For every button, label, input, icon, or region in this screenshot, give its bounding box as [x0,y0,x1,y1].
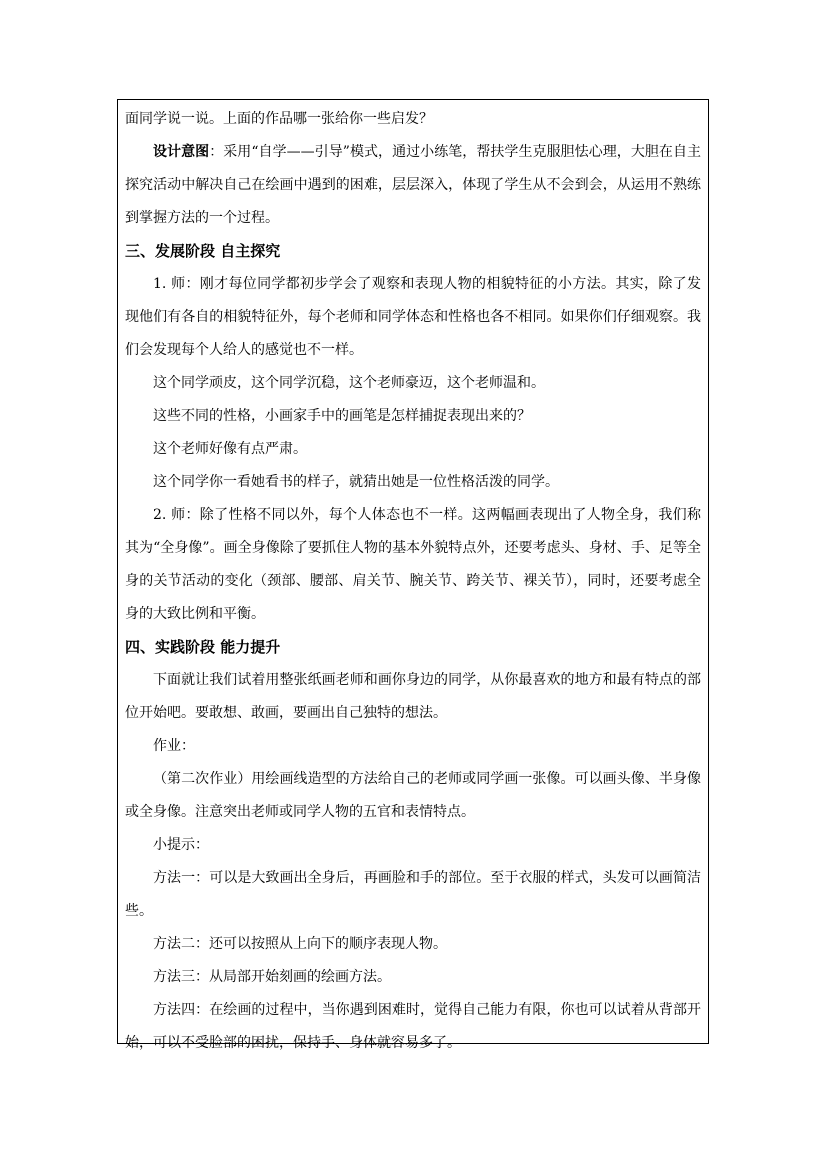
section-3-paragraph-1: 1. 师：刚才每位同学都初步学会了观察和表现人物的相貌特征的小方法。其实，除了发现他们有各自的相貌特征外，每个老师和同学体态和性格也各不相同。如果你们仔细观察。我们会发现每个人给人的感觉也不一样。 [125,276,701,358]
section-3-paragraph-3: 这些不同的性格，小画家手中的画笔是怎样捕捉表现出来的？ [153,408,531,424]
section-3-heading: 三、发展阶段 自主探究 [125,242,281,260]
design-intent-text: ：采用“自学——引导”模式，通过小练笔，帮扶学生克服胆怯心理，大胆在自主探究活动中解决自己在绘画中遇到的困难，层层深入，体现了学生从不会到会，从运用不熟练到掌握方法的一个过程。 [125,144,702,226]
section-4-paragraph-1: 下面就让我们试着用整张纸画老师和画你身边的同学，从你最喜欢的地方和最有特点的部位开始吧。要敢想、敢画，要画出自己独特的想法。 [125,672,701,721]
section-4-paragraph-6: 方法二：还可以按照从上向下的顺序表现人物。 [153,936,447,952]
section-3-paragraph-4: 这个老师好像有点严肃。 [153,441,307,457]
section-4-paragraph-7: 方法三：从局部开始刻画的绘画方法。 [153,969,391,985]
intro-line: 面同学说一说。上面的作品哪一张给你一些启发？ [125,111,433,127]
section-3-paragraph-6: 2. 师：除了性格不同以外，每个人体态也不一样。这两幅画表现出了人物全身，我们称其为“全身像”。画全身像除了要抓住人物的基本外貌特点外，还要考虑头、身材、手、足等全身的关节活动的变化（颈部、腰部、肩关节、腕关节、跨关节、裸关节），同时，还要考虑全身的大致比例和平衡。 [125,507,701,622]
section-4-paragraph-4: 小提示： [153,837,209,853]
section-4-paragraph-8: 方法四：在绘画的过程中，当你遇到困难时，觉得自己能力有限，你也可以试着从背部开始，可以不受脸部的困扰，保持手、身体就容易多了。 [125,1002,701,1051]
section-4-paragraph-3: （第二次作业）用绘画线造型的方法给自己的老师或同学画一张像。可以画头像、半身像或全身像。注意突出老师或同学人物的五官和表情特点。 [125,771,701,820]
document-table-cell [117,99,709,1051]
section-3-paragraph-5: 这个同学你一看她看书的样子，就猜出她是一位性格活泼的同学。 [153,474,559,490]
design-intent-label: 设计意图 [153,144,210,160]
section-4-heading: 四、实践阶段 能力提升 [125,638,281,656]
design-intent-paragraph [125,136,701,235]
section-3-paragraph-2: 这个同学顽皮，这个同学沉稳，这个老师豪迈，这个老师温和。 [153,375,545,391]
section-4-paragraph-2: 作业： [153,738,195,754]
section-4-paragraph-5: 方法一：可以是大致画出全身后，再画脸和手的部位。至于衣服的样式，头发可以画简洁些。 [125,870,701,919]
